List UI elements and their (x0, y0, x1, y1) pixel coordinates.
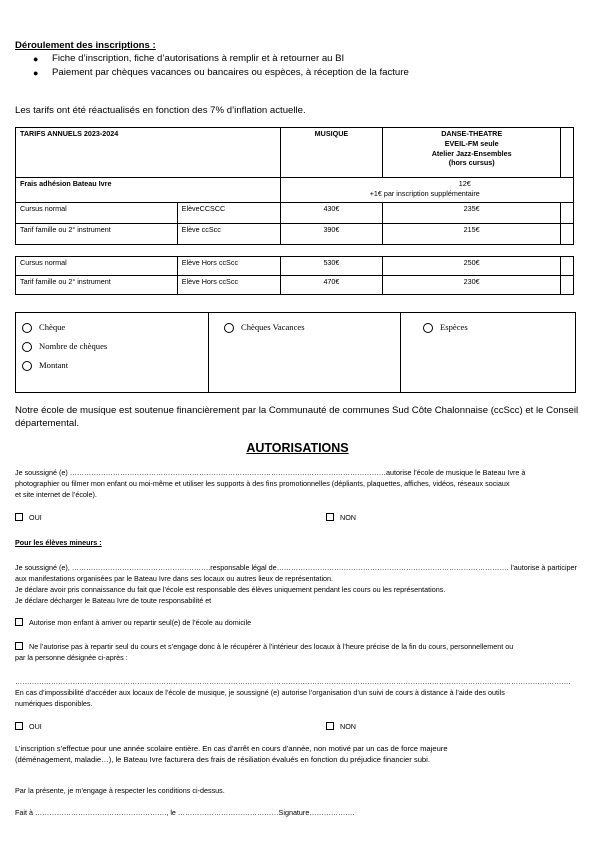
payment-especes-option[interactable]: Espèces (423, 322, 468, 333)
bullet-icon: ● (33, 54, 39, 64)
checkbox-icon[interactable] (15, 618, 23, 626)
engagement-line: (déménagement, maladie…), le Bateau Ivre facturera des frais de résiliation évalués en fonction du préjudice financier subi. (15, 755, 430, 764)
header-danse: DANSE-THEATRE EVEIL-FM seule Atelier Jazz-Ensembles (hors cursus) (383, 128, 561, 178)
table-row: Cursus normal Elève Hors ccScc 530€ 250€ (16, 257, 574, 276)
oui-checkbox[interactable]: OUI (15, 513, 42, 523)
payment-divider (208, 313, 209, 392)
mineurs-para-line: Je déclare décharger le Bateau Ivre de toute responsabilité et (15, 596, 212, 605)
checkbox-icon[interactable] (326, 513, 334, 521)
payment-divider (400, 313, 401, 392)
table-row-adhesion (16, 178, 574, 203)
engagement-presente: Par la présente, je m’engage à respecter les conditions ci-dessus. (15, 786, 225, 795)
adhesion-value: 12€ +1€ par inscription supplémentaire (280, 178, 573, 203)
table-row: Tarif famille ou 2° instrument Elève Hors ccScc 470€ 230€ (16, 276, 574, 295)
adhesion-label: Frais adhésion Bateau Ivre (16, 178, 281, 203)
engagement-line: L’inscription s’effectue pour une année scolaire entière. En cas d’arrêt en cours d’année, non motivé par un cas de force majeure (15, 744, 448, 753)
radio-icon[interactable] (22, 323, 32, 333)
inflation-note: Les tarifs ont été réactualisés en fonction des 7% d’inflation actuelle. (15, 105, 306, 116)
non-checkbox-2[interactable]: NON (326, 722, 356, 732)
checkbox-icon[interactable] (15, 513, 23, 521)
mineurs-para-line: aux manifestations organisées par le Bateau Ivre dans ses locaux ou autres lieux de représentation. (15, 574, 334, 583)
header-tarifs: TARIFS ANNUELS 2023-2024 (16, 128, 281, 178)
payment-box (15, 312, 576, 393)
oui-checkbox-2[interactable]: OUI (15, 722, 42, 732)
option-non-autorise-checkbox[interactable]: Ne l’autorise pas à repartir seul du cours et s’engage donc à le récupérer à l’intérieur des locaux à l’heure précise de la fin du cours, personnellement ou (15, 642, 513, 652)
autorisation-para-line: photographier ou filmer mon enfant ou moi-même et utiliser les supports à des fins promotionnelles (dépliants, plaquettes, affiches, vidéos, réseaux sociaux (15, 479, 510, 488)
table-row: Cursus normal ElèveCCSCC 430€ 235€ (16, 203, 574, 224)
mineurs-title: Pour les élèves mineurs : (15, 538, 102, 547)
option-autorise-checkbox[interactable]: Autorise mon enfant à arriver ou repartir seul(e) de l’école au domicile (15, 618, 251, 628)
checkbox-icon[interactable] (15, 642, 23, 650)
inscriptions-bullet-2: ● Paiement par chèques vacances ou bancaires ou espèces, à réception de la facture (33, 67, 409, 78)
inscriptions-title: Déroulement des inscriptions : (15, 40, 156, 51)
designated-person-field[interactable]: ……………………………………………………………………………………………………………………………………………………………………………………………………………. (15, 677, 571, 686)
non-checkbox[interactable]: NON (326, 513, 356, 523)
mineurs-para-line: Je soussigné (e), ………………………………………………….responsable légal de……………………………………………………………………………………. l’autorise à participer (15, 563, 577, 572)
distance-para-line: En cas d’impossibilité d’accéder aux locaux de l’école de musique, je soussigné (e) autorise l’organisation d’un suivi de cours à distance à l’aide des outils (15, 688, 505, 697)
checkbox-icon[interactable] (15, 722, 23, 730)
autorisation-para-line: Je soussigné (e) ……………………………………………………………………………………………………………………autorise l’école de musique le Bateau Ivre à (15, 468, 526, 477)
distance-para-line: numériques disponibles. (15, 699, 93, 708)
payment-vacances-option[interactable]: Chèques Vacances (224, 322, 305, 333)
checkbox-icon[interactable] (326, 722, 334, 730)
payment-cheque-option[interactable]: Chèque (22, 322, 65, 333)
support-note: Notre école de musique est soutenue financièrement par la Communauté de communes Sud Côte Chalonnaise (ccScc) et le Conseil départemental. (15, 405, 579, 429)
radio-icon[interactable] (22, 342, 32, 352)
radio-icon[interactable] (224, 323, 234, 333)
inscriptions-bullet-1: ● Fiche d’inscription, fiche d’autorisations à remplir et à retourner au BI (33, 53, 345, 64)
tarif-table-main (15, 127, 574, 245)
header-musique: MUSIQUE (280, 128, 383, 178)
signature-line[interactable]: Fait à ………………………………………………., le ……………………………………Signature………………. (15, 808, 355, 817)
radio-icon[interactable] (423, 323, 433, 333)
table-row: Tarif famille ou 2° instrument Elève ccScc 390€ 215€ (16, 224, 574, 245)
table-header-row (16, 128, 574, 178)
option-non-autorise-line2: par la personne désignée ci-après : (15, 653, 128, 662)
payment-nb-cheques-option[interactable]: Nombre de chèques (22, 341, 107, 352)
autorisation-para-line: et site internet de l’école). (15, 490, 97, 499)
mineurs-para-line: Je déclare avoir pris connaissance du fait que l’école est responsable des élèves uniquement pendant les cours ou les représentations. (15, 585, 446, 594)
autorisations-title: AUTORISATIONS (246, 441, 349, 455)
tarif-table-hors (15, 256, 574, 295)
payment-montant-option[interactable]: Montant (22, 360, 68, 371)
bullet-icon: ● (33, 68, 39, 78)
radio-icon[interactable] (22, 361, 32, 371)
